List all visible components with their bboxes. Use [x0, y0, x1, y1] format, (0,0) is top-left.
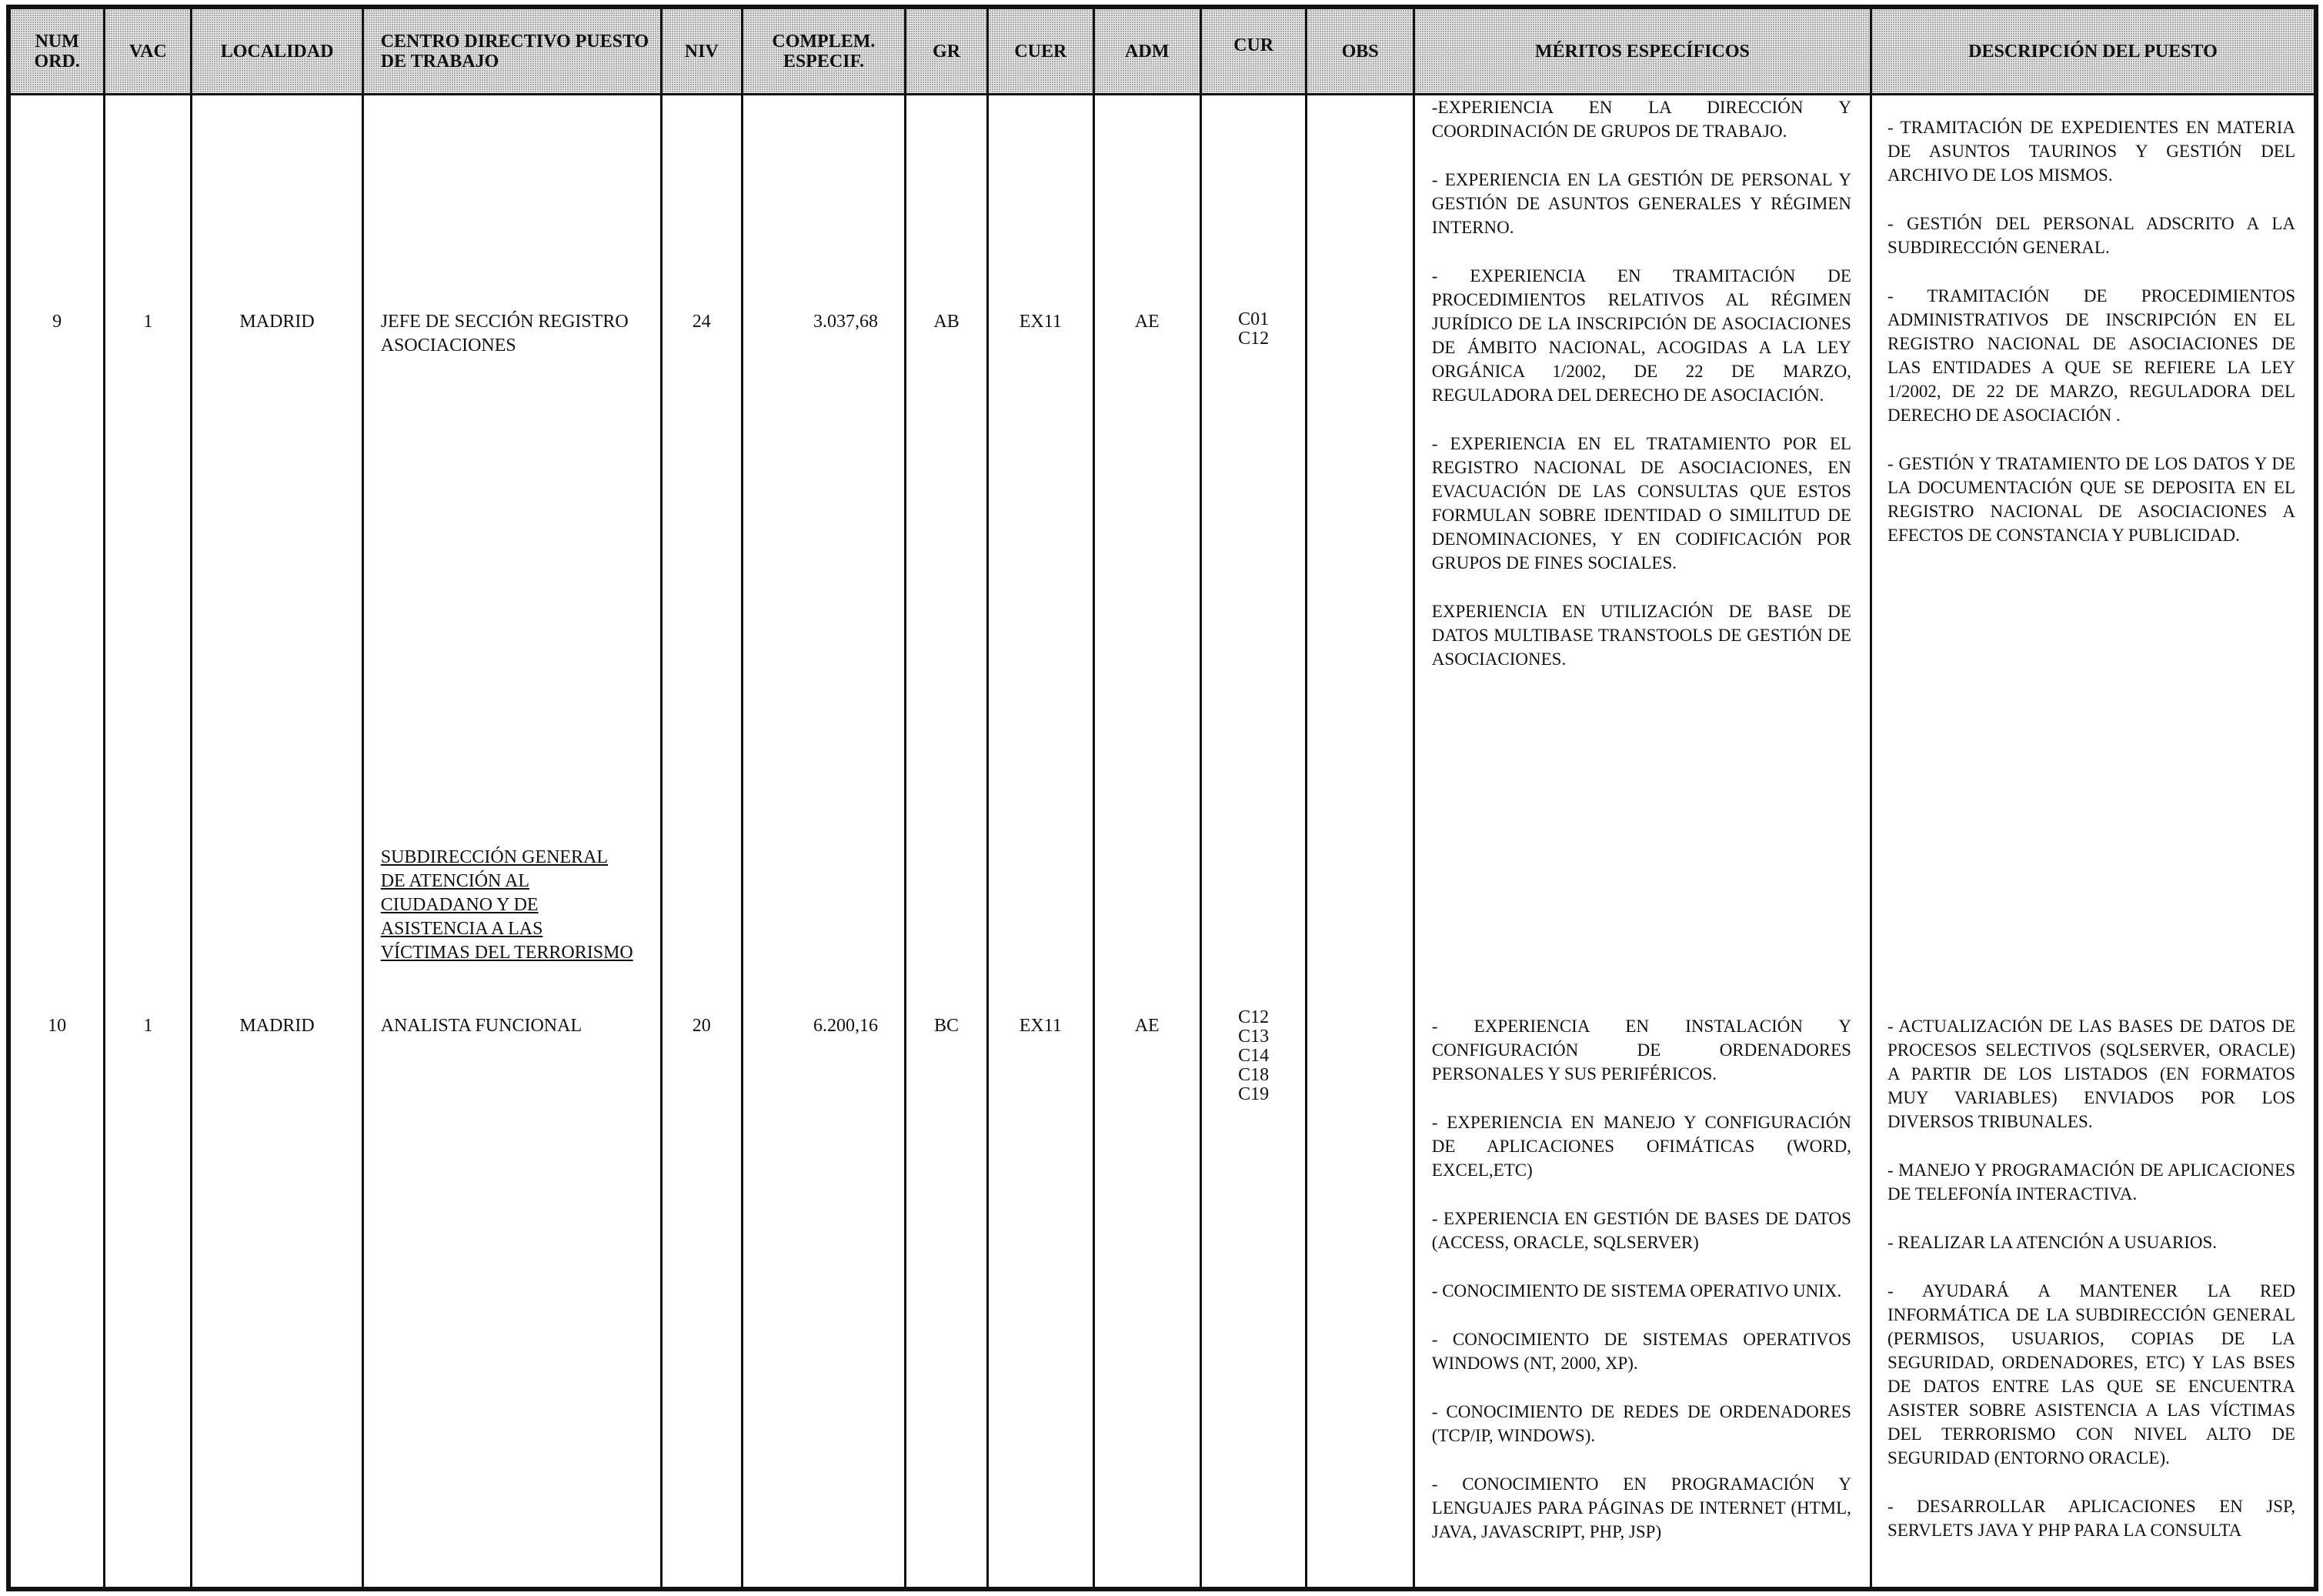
merito-item: - CONOCIMIENTO DE REDES DE ORDENADORES (TCP/IP, WINDOWS). — [1431, 1402, 1851, 1445]
row10-localidad: MADRID — [239, 1016, 315, 1036]
merito-item: - EXPERIENCIA EN MANEJO Y CONFIGURACIÓN DE APLICACIONES OFIMÁTICAS (WORD, EXCEL,ETC) — [1431, 1113, 1851, 1180]
header-row — [10, 8, 2315, 95]
cell-localidad — [192, 95, 362, 1588]
cell-cuer — [988, 95, 1093, 1588]
row10-cuer: EX11 — [1019, 1016, 1062, 1036]
row10-complem: 6.200,16 — [813, 1016, 878, 1036]
cell-complem — [742, 95, 905, 1588]
row10-meritos — [1432, 1014, 1851, 1568]
cur-code: C18 — [1238, 1065, 1270, 1085]
merito-item: - EXPERIENCIA EN LA GESTIÓN DE PERSONAL Y GESTIÓN DE ASUNTOS GENERALES Y RÉGIMEN INTERNO. — [1431, 170, 1851, 237]
row9-meritos — [1432, 95, 1851, 696]
row9-vac: 1 — [143, 312, 153, 332]
descripcion-item: - TRAMITACIÓN DE EXPEDIENTES EN MATERIA DE ASUNTOS TAURINOS Y GESTIÓN DEL ARCHIVO DE LOS MISMOS. — [1887, 118, 2295, 185]
cell-descripcion — [1871, 95, 2315, 1588]
descripcion-item: - REALIZAR LA ATENCIÓN A USUARIOS. — [1887, 1233, 2218, 1252]
descripcion-item: - GESTIÓN Y TRATAMIENTO DE LOS DATOS Y DE LA DOCUMENTACIÓN QUE SE DEPOSITA EN EL REGISTRO NACIONAL DE ASOCIACIONES A EFECTOS DE CONSTANCIA Y PUBLICIDAD. — [1887, 454, 2295, 545]
row10-cur — [1202, 1008, 1305, 1104]
descripcion-item: - ACTUALIZACIÓN DE LAS BASES DE DATOS DE PROCESOS SELECTIVOS (SQLSERVER, ORACLE) A PARTIR DE LOS LISTADOS (EN FORMATOS MUY VARIABLES) ENVIADOS POR LOS DIVERSOS TRIBUNALES. — [1887, 1017, 2295, 1131]
header-complem-especif: COMPLEM. ESPECIF. — [742, 8, 905, 95]
merito-item: - CONOCIMIENTO EN PROGRAMACIÓN Y LENGUAJES PARA PÁGINAS DE INTERNET (HTML, JAVA, JAVASCRIPT, PHP, JSP) — [1431, 1474, 1851, 1541]
row10-puesto: ANALISTA FUNCIONAL — [380, 1016, 582, 1036]
header-obs: OBS — [1307, 8, 1413, 95]
subdireccion-heading: SUBDIRECCIÓN GENERAL DE ATENCIÓN AL CIUDADANO Y DE ASISTENCIA A LAS VÍCTIMAS DEL TERRORISMO — [380, 847, 633, 963]
cell-meritos — [1413, 95, 1871, 1588]
header-gr: GR — [905, 8, 987, 95]
cur-code: C12 — [1238, 329, 1270, 349]
cell-niv — [661, 95, 742, 1588]
cell-adm — [1093, 95, 1200, 1588]
cell-centro-directivo — [362, 95, 661, 1588]
header-descripcion: DESCRIPCIÓN DEL PUESTO — [1871, 8, 2315, 95]
cell-vac — [105, 95, 192, 1588]
cell-cur — [1200, 95, 1306, 1588]
merito-item: - CONOCIMIENTO DE SISTEMA OPERATIVO UNIX. — [1431, 1281, 1842, 1301]
row9-descripcion — [1887, 115, 2295, 572]
header-vac: VAC — [105, 8, 192, 95]
header-localidad: LOCALIDAD — [192, 8, 362, 95]
row9-localidad: MADRID — [239, 312, 315, 332]
descripcion-item: - GESTIÓN DEL PERSONAL ADSCRITO A LA SUBDIRECCIÓN GENERAL. — [1887, 214, 2295, 257]
table-row — [10, 95, 2315, 1588]
header-centro-directivo: CENTRO DIRECTIVO PUESTO DE TRABAJO — [362, 8, 661, 95]
merito-item: - EXPERIENCIA EN TRAMITACIÓN DE PROCEDIMIENTOS RELATIVOS AL RÉGIMEN JURÍDICO DE LA INSCRIPCIÓN DE ASOCIACIONES DE ÁMBITO NACIONAL, ACOGIDAS A LA LEY ORGÁNICA 1/2002, DE 22 DE MARZO, REGULADORA DEL DERECHO DE ASOCIACIÓN. — [1431, 266, 1851, 405]
row9-gr: AB — [933, 312, 960, 332]
cell-obs — [1307, 95, 1413, 1588]
descripcion-item: - DESARROLLAR APLICACIONES EN JSP, SERVLETS JAVA Y PHP PARA LA CONSULTA — [1887, 1497, 2295, 1540]
cell-gr — [905, 95, 987, 1588]
descripcion-item: - AYUDARÁ A MANTENER LA RED INFORMÁTICA DE LA SUBDIRECCIÓN GENERAL (PERMISOS, USUARIOS, COPIAS DE LA SEGURIDAD, ORDENADORES, ETC) Y LAS BSES DE DATOS ENTRE LAS QUE SE ENCUENTRA ASISTER SOBRE ASISTENCIA A LAS VÍCTIMAS DEL TERRORISMO CON NIVEL ALTO DE SEGURIDAD (ENTORNO ORACLE). — [1887, 1281, 2295, 1467]
cur-code: C19 — [1238, 1084, 1270, 1104]
row9-cur — [1202, 310, 1305, 349]
job-listing-table — [6, 5, 2318, 1591]
header-meritos: MÉRITOS ESPECÍFICOS — [1413, 8, 1871, 95]
merito-item: - EXPERIENCIA EN EL TRATAMIENTO POR EL REGISTRO NACIONAL DE ASOCIACIONES, EN EVACUACIÓN DE LAS CONSULTAS QUE ESTOS FORMULAN SOBRE IDENTIDAD O SIMILITUD DE DENOMINACIONES, Y EN CODIFICACIÓN POR GRUPOS DE FINES SOCIALES. — [1431, 434, 1851, 573]
cur-code: C13 — [1238, 1027, 1270, 1047]
row10-niv: 20 — [692, 1016, 711, 1036]
merito-item: - EXPERIENCIA EN INSTALACIÓN Y CONFIGURACIÓN DE ORDENADORES PERSONALES Y SUS PERIFÉRICOS. — [1431, 1017, 1851, 1083]
row9-niv: 24 — [692, 312, 711, 332]
row10-gr: BC — [934, 1016, 960, 1036]
merito-item: -EXPERIENCIA EN LA DIRECCIÓN Y COORDINACIÓN DE GRUPOS DE TRABAJO. — [1431, 98, 1851, 141]
merito-item: EXPERIENCIA EN UTILIZACIÓN DE BASE DE DATOS MULTIBASE TRANSTOOLS DE GESTIÓN DE ASOCIACIONES. — [1431, 602, 1851, 669]
cur-code: C01 — [1238, 309, 1270, 329]
header-adm: ADM — [1093, 8, 1200, 95]
row10-vac: 1 — [143, 1016, 153, 1036]
row9-puesto: JEFE DE SECCIÓN REGISTRO ASOCIACIONES — [380, 312, 629, 356]
header-niv: NIV — [661, 8, 742, 95]
cur-code: C12 — [1238, 1007, 1270, 1027]
cell-num-ord — [10, 95, 105, 1588]
row9-num: 9 — [52, 312, 62, 332]
cur-code: C14 — [1238, 1046, 1270, 1066]
row10-adm: AE — [1134, 1016, 1160, 1036]
row9-cuer: EX11 — [1019, 312, 1062, 332]
row9-complem: 3.037,68 — [813, 312, 878, 332]
row10-descripcion — [1887, 1014, 2295, 1567]
merito-item: - CONOCIMIENTO DE SISTEMAS OPERATIVOS WINDOWS (NT, 2000, XP). — [1431, 1330, 1851, 1373]
header-cur: CUR — [1200, 8, 1306, 95]
row9-adm: AE — [1134, 312, 1160, 332]
header-num-ord: NUM ORD. — [10, 8, 105, 95]
row10-num: 10 — [48, 1016, 67, 1036]
descripcion-item: - MANEJO Y PROGRAMACIÓN DE APLICACIONES DE TELEFONÍA INTERACTIVA. — [1887, 1160, 2295, 1204]
descripcion-item: - TRAMITACIÓN DE PROCEDIMIENTOS ADMINISTRATIVOS DE INSCRIPCIÓN EN EL REGISTRO NACIONAL DE ASOCIACIONES DE LAS ENTIDADES A QUE SE REFIERE LA LEY 1/2002, DE 22 DE MARZO, REGULADORA DEL DERECHO DE ASOCIACIÓN . — [1887, 286, 2295, 425]
header-cuer: CUER — [988, 8, 1093, 95]
merito-item: - EXPERIENCIA EN GESTIÓN DE BASES DE DATOS (ACCESS, ORACLE, SQLSERVER) — [1431, 1209, 1851, 1252]
